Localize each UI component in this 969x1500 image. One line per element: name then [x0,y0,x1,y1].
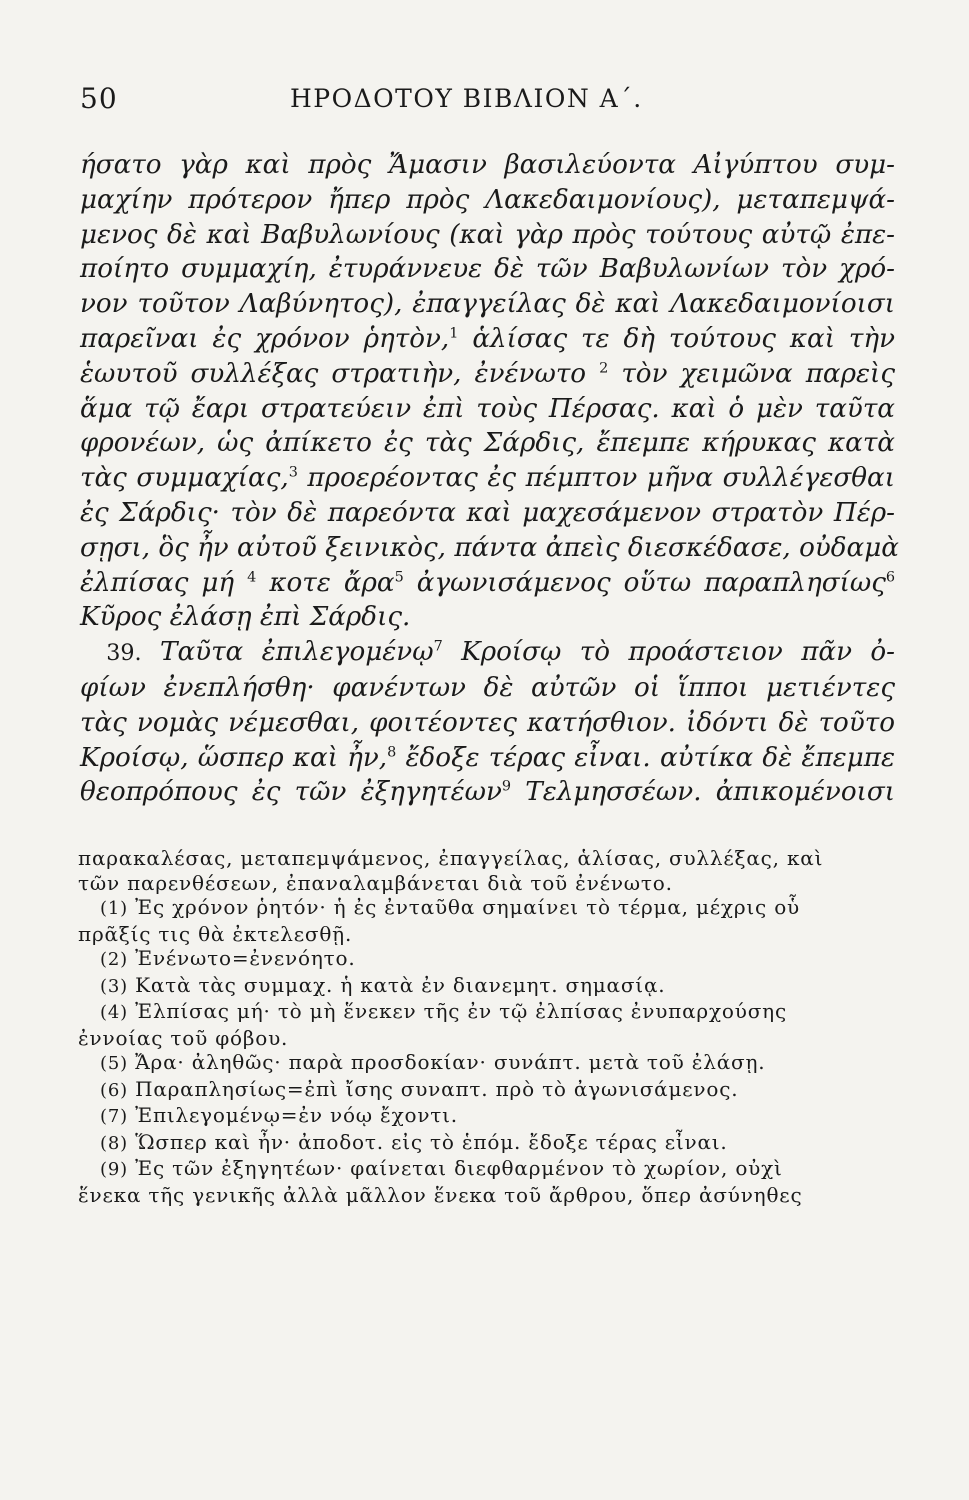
footnote-number: (2) [100,949,128,970]
footnote-text: Ἐνένωτο=ἐνενόητο. [135,946,356,970]
footnote-text: ἐννοίας τοῦ φόβου. [78,1025,289,1050]
text-fragment: παρεῖναι ἐς χρόνον ῥητὸν, [80,323,450,354]
footnote-number: (4) [100,1002,128,1023]
footnote-item [78,895,893,922]
footnote-item [78,1103,893,1130]
page-header [80,82,890,122]
text-fragment: τὸν χειμῶνα παρεὶς [621,358,895,389]
footnote-ref: 4 [247,568,257,585]
footnote-number: (3) [100,975,128,997]
footnote-item [78,946,893,973]
text-line: φίων ἐνεπλήσθη· φανέντων δὲ αὐτῶν οἱ ἵπποι μετιέντες [80,672,895,703]
text-fragment: τὰς συμμαχίας, [80,463,289,494]
text-line [80,461,895,496]
text-line: μαχίην πρότερον ἤπερ πρὸς Λακεδαιμονίους), μεταπεμψά- [80,184,895,215]
text-fragment: ἑωυτοῦ συλλέξας στρατιὴν, ἐνένωτο [80,358,587,389]
text-line: ήσατο γὰρ καὶ πρὸς Ἄμασιν βασιλεύοντα Αἰγύπτου συμ- [80,150,895,180]
text-fragment: Ταῦτα ἐπιλεγομένῳ [160,637,434,668]
text-line: τὰς νομὰς νέμεσθαι, φοιτέοντες κατήσθιον. ἰδόντι δὲ τοῦτο [80,707,895,738]
footnote-text: Ἄρα· ἀληθῶς· παρὰ προσδοκίαν· συνάπτ. μετὰ τοῦ ἐλάσῃ. [135,1050,766,1074]
text-fragment: προερέοντας ἐς πέμπτον μῆνα συλλέγεσθαι [307,463,895,494]
text-fragment: Κροίσῳ τὸ προάστειον πᾶν ὀ- [461,637,896,668]
text-fragment: ἀγωνισάμενος οὕτω παραπλησίως [416,567,886,598]
text-fragment: Κροίσῳ, ὥσπερ καὶ ἦν, [80,742,388,773]
text-line [80,357,895,392]
footnote-item [78,999,893,1026]
page-number: 50 [80,82,118,115]
footnote-text: Ἐς χρόνον ῥητόν· ἡ ἐς ἐνταῦθα σημαίνει τὸ τέρμα, μέχρις οὗ [135,895,801,919]
text-line [80,741,895,776]
text-line: φρονέων, ὡς ἀπίκετο ἐς τὰς Σάρδις, ἔπεμπε κήρυκας κατὰ [80,428,895,459]
text-line: ἐς Σάρδις· τὸν δὲ παρεόντα καὶ μαχεσάμενον στρατὸν Πέρ- [80,497,895,528]
footnote-ref: 8 [387,743,397,760]
footnote-item [78,1050,893,1077]
footnote-item [78,1183,893,1208]
text-fragment: ἐλπίσας μή [80,567,235,598]
footnote-intro-line: παρακαλέσας, μεταπεμψάμενος, ἐπαγγείλας, ἁλίσας, συλλέξας, καὶ [78,846,824,870]
text-line [80,775,895,810]
footnote-number: (1) [100,898,128,919]
text-line: σῃσι, ὃς ἦν αὐτοῦ ξεινικὸς, πάντα ἀπεὶς διεσκέδασε, οὐδαμὰ [80,532,899,563]
section-number: 39. [106,640,142,667]
footnote-item [78,973,893,1000]
footnote-ref: 9 [501,778,512,795]
footnote-text: Ὥσπερ καὶ ἦν· ἀποδοτ. εἰς τὸ ἑπόμ. ἔδοξε τέρας εἶναι. [135,1129,728,1154]
footnote-intro-line: τῶν παρενθέσεων, ἐπαναλαμβάνεται διὰ τοῦ ἐνένωτο. [78,870,673,895]
text-fragment: Τελμησσέων. ἀπικομένοισι [525,777,895,808]
running-title: ΗΡΟΔΟΤΟΥ ΒΙΒΛΙΟΝ Α΄. [290,84,643,113]
footnote-number: (9) [100,1159,128,1180]
footnote-text: Ἐλπίσας μή· τὸ μὴ ἕνεκεν τῆς ἐν τῷ ἐλπίσας ἐνυπαρχούσης [135,999,787,1023]
text-line: Κῦρος ἐλάσῃ ἐπὶ Σάρδις. [80,602,411,633]
footnote-item [78,1026,893,1051]
footnote-text: ἕνεκα τῆς γενικῆς ἀλλὰ μᾶλλον ἕνεκα τοῦ ἄρθρου, ὅπερ ἀσύνηθες [78,1182,803,1207]
footnote-ref: 5 [394,568,404,585]
footnote-number: (7) [100,1106,128,1127]
footnote-text: Κατὰ τὰς συμμαχ. ἡ κατὰ ἐν διανεμητ. σημασίᾳ. [135,972,666,997]
footnote-ref: 6 [885,568,896,585]
footnote-ref: 7 [433,638,443,655]
text-line [80,635,895,671]
footnote-number: (5) [100,1053,128,1074]
footnote-item [78,1130,893,1157]
text-line: νον τοῦτον Λαβύνητος), ἐπαγγείλας δὲ καὶ Λακεδαιμονίοισι [80,289,895,320]
footnote-number: (8) [100,1132,128,1154]
text-line [80,566,895,601]
footnote-ref: 3 [288,464,298,481]
text-fragment: ἔδοξε τέρας εἶναι. αὐτίκα δὲ ἔπεμπε [405,742,895,773]
footnote-text: πρᾶξίς τις θὰ ἐκτελεσθῇ. [78,921,353,946]
footnote-text: Ἐς τῶν ἐξηγητέων· φαίνεται διεφθαρμένον τὸ χωρίον, οὐχὶ [135,1156,783,1180]
text-line [80,322,895,357]
footnote-item [78,1077,893,1104]
footnote-item [78,1156,893,1183]
text-line: ποίητο συμμαχίη, ἐτυράννευε δὲ τῶν Βαβυλωνίων τὸν χρό- [80,254,895,285]
text-fragment: θεοπρόπους ἐς τῶν ἐξηγητέων [80,777,502,808]
footnote-number: (6) [100,1079,128,1101]
main-text [80,148,899,810]
footnote-ref: 2 [599,360,609,377]
footnote-item [78,922,893,947]
footnote-ref: 1 [449,325,459,342]
footnotes [78,846,893,1207]
footnote-text: Παραπλησίως=ἐπὶ ἴσης συναπτ. πρὸ τὸ ἀγωνισάμενος. [135,1076,739,1101]
footnote-text: Ἐπιλεγομένῳ=ἐν νόῳ ἔχοντι. [135,1103,458,1127]
text-line: ἅμα τῷ ἔαρι στρατεύειν ἐπὶ τοὺς Πέρσας. καὶ ὁ μὲν ταῦτα [80,393,895,424]
text-fragment: κοτε ἄρα [269,567,395,598]
text-line: μενος δὲ καὶ Βαβυλωνίους (καὶ γὰρ πρὸς τούτους αὐτῷ ἐπε- [80,219,895,250]
text-fragment: ἁλίσας τε δὴ τούτους καὶ τὴν [472,323,895,354]
